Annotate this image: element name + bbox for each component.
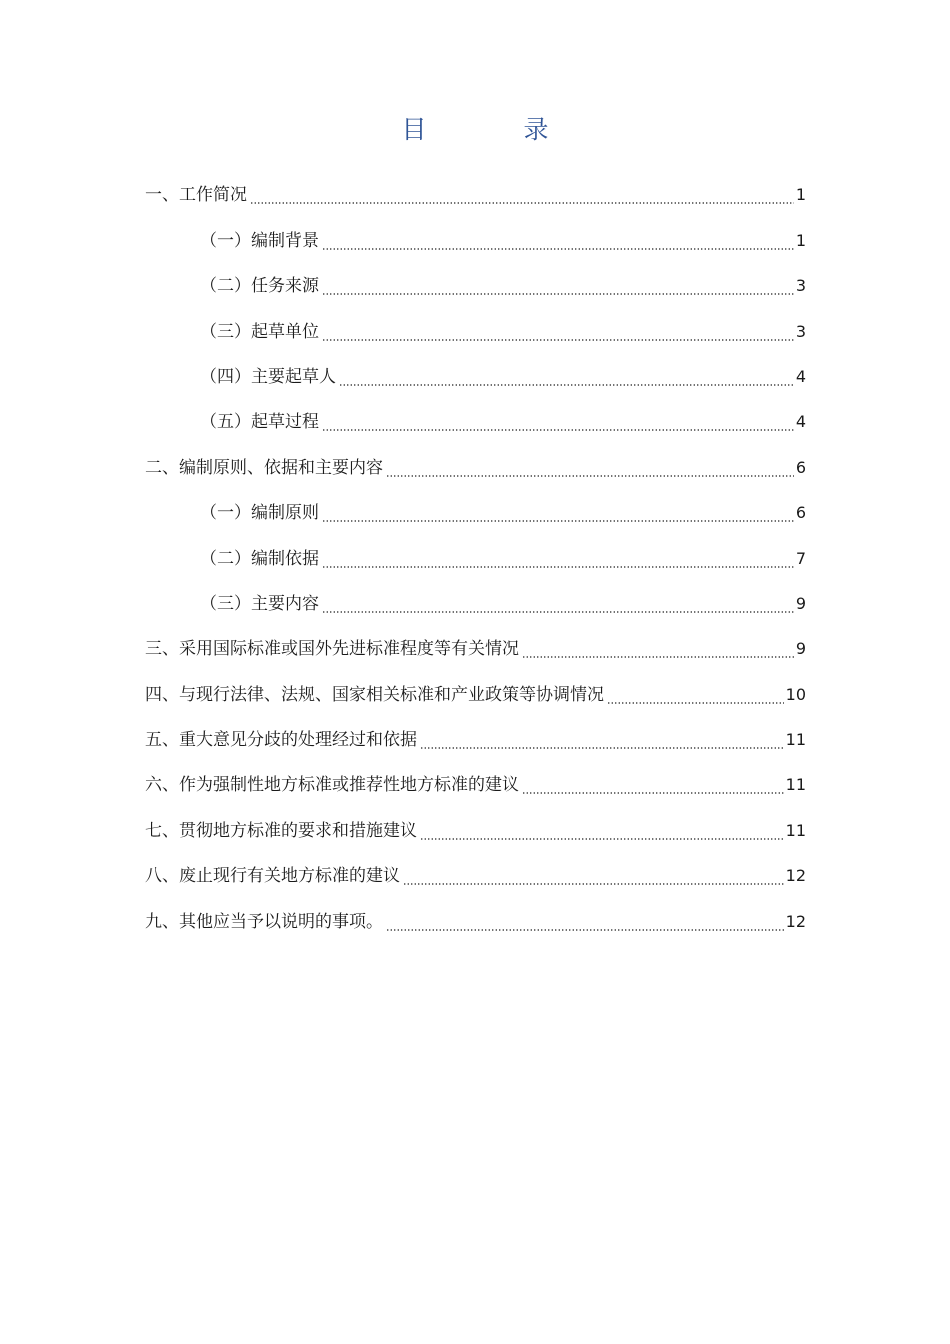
toc-entry[interactable] xyxy=(145,350,806,395)
toc-entry-text: 三、采用国际标准或国外先进标准程度等有关情况 xyxy=(145,639,519,660)
toc-page-number: 1 xyxy=(795,230,806,250)
dot-leader xyxy=(607,702,784,704)
toc-page-number: 3 xyxy=(795,276,806,296)
toc-entry-text: （一）编制背景 xyxy=(200,230,319,251)
toc-page-number: 6 xyxy=(795,457,806,477)
toc-page-number: 6 xyxy=(795,503,806,523)
toc-entry-text: 四、与现行法律、法规、国家相关标准和产业政策等协调情况 xyxy=(145,684,604,705)
toc-page-number: 9 xyxy=(795,639,806,659)
toc-entry[interactable] xyxy=(145,849,806,894)
toc-page-number: 3 xyxy=(795,321,806,341)
dot-leader xyxy=(386,929,784,931)
toc-entry[interactable] xyxy=(145,304,806,349)
toc-entry[interactable] xyxy=(145,894,806,939)
toc-entry[interactable] xyxy=(145,667,806,712)
toc-entry[interactable] xyxy=(145,531,806,576)
toc-page-number: 12 xyxy=(785,866,806,886)
toc-entry-text: 六、作为强制性地方标准或推荐性地方标准的建议 xyxy=(145,775,519,796)
toc-page-number: 7 xyxy=(795,548,806,568)
dot-leader xyxy=(403,883,784,885)
dot-leader xyxy=(322,566,794,568)
dot-leader xyxy=(420,747,784,749)
toc-page-number: 1 xyxy=(795,185,806,205)
dot-leader xyxy=(322,248,794,250)
toc-page-number: 4 xyxy=(795,412,806,432)
toc-page-number: 11 xyxy=(785,730,806,750)
dot-leader xyxy=(322,429,794,431)
dot-leader xyxy=(322,520,794,522)
toc-entry-text: （一）编制原则 xyxy=(200,503,319,524)
dot-leader xyxy=(250,202,794,204)
toc-entry-text: （三）主要内容 xyxy=(200,593,319,614)
toc-entry[interactable] xyxy=(145,803,806,848)
toc-entry[interactable] xyxy=(145,622,806,667)
dot-leader xyxy=(522,792,784,794)
toc-entry-text: 七、贯彻地方标准的要求和措施建议 xyxy=(145,820,417,841)
toc-entry[interactable] xyxy=(145,486,806,531)
dot-leader xyxy=(522,656,794,658)
toc-entry-text: 五、重大意见分歧的处理经过和依据 xyxy=(145,730,417,751)
toc-entry[interactable] xyxy=(145,213,806,258)
toc-entry-text: （三）起草单位 xyxy=(200,321,319,342)
toc-page-number: 9 xyxy=(795,593,806,613)
toc-page-number: 4 xyxy=(795,366,806,386)
toc-entry[interactable] xyxy=(145,168,806,213)
toc-entry-text: 九、其他应当予以说明的事项。 xyxy=(145,911,383,932)
toc-entry[interactable] xyxy=(145,577,806,622)
toc-page-number: 11 xyxy=(785,820,806,840)
dot-leader xyxy=(322,293,794,295)
toc-entry-text: （五）起草过程 xyxy=(200,412,319,433)
toc-title: 目 录 xyxy=(401,115,585,144)
toc-entry-text: （四）主要起草人 xyxy=(200,366,336,387)
toc-entry[interactable] xyxy=(145,713,806,758)
dot-leader xyxy=(420,838,784,840)
dot-leader xyxy=(322,611,794,613)
toc-page-number: 11 xyxy=(785,775,806,795)
toc-entry[interactable] xyxy=(145,395,806,440)
toc-entry[interactable] xyxy=(145,758,806,803)
toc-page-number: 10 xyxy=(785,684,806,704)
dot-leader xyxy=(386,475,794,477)
dot-leader xyxy=(339,384,794,386)
toc-entry-text: （二）任务来源 xyxy=(200,276,319,297)
toc-list xyxy=(145,168,806,940)
toc-entry-text: 二、编制原则、依据和主要内容 xyxy=(145,457,383,478)
toc-entry[interactable] xyxy=(145,440,806,485)
toc-entry-text: 八、废止现行有关地方标准的建议 xyxy=(145,866,400,887)
toc-entry[interactable] xyxy=(145,259,806,304)
toc-entry-text: （二）编制依据 xyxy=(200,548,319,569)
dot-leader xyxy=(322,339,794,341)
toc-page-number: 12 xyxy=(785,911,806,931)
toc-entry-text: 一、工作简况 xyxy=(145,185,247,206)
